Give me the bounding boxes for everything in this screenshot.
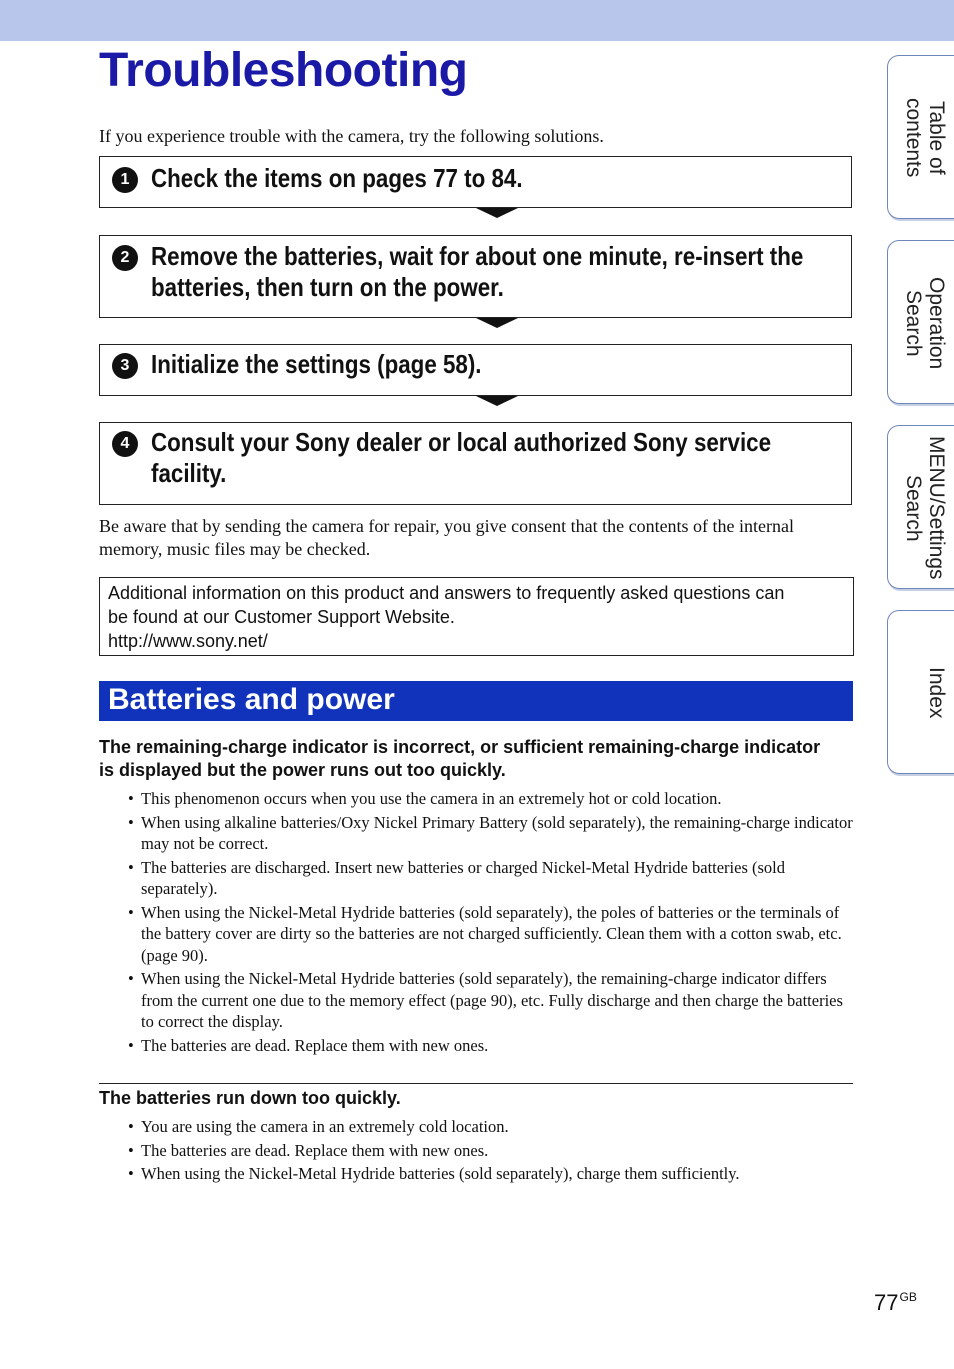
- issue-1-solutions-list: [128, 788, 853, 1058]
- repair-consent-note: Be aware that by sending the camera for repair, you give consent that the contents of the internal memory, music files may be checked.: [99, 516, 795, 559]
- support-info-box: [99, 577, 854, 656]
- tab-index[interactable]: [887, 610, 954, 774]
- intro-text: If you experience trouble with the camera, try the following solutions.: [99, 126, 604, 146]
- tab-table-of-contents[interactable]: [887, 55, 954, 219]
- step-3-box: [99, 344, 852, 396]
- list-item: • This phenomenon occurs when you use the camera in an extremely hot or cold location.: [128, 788, 853, 810]
- tab-label: Table of contents: [902, 98, 948, 178]
- page-number-suffix: GB: [899, 1290, 917, 1304]
- top-band: [0, 0, 954, 41]
- tab-label: Index: [925, 667, 948, 719]
- step-number-4-icon: 4: [112, 431, 138, 457]
- step-number-2-icon: 2: [112, 245, 138, 271]
- tab-menu-settings-search[interactable]: [887, 425, 954, 589]
- step-arrow-down-icon: [476, 396, 518, 406]
- step-3-text: Initialize the settings (page 58).: [151, 349, 482, 379]
- section-divider: [99, 1083, 853, 1084]
- step-arrow-down-icon: [476, 208, 518, 218]
- list-item: • The batteries are dead. Replace them with new ones.: [128, 1140, 853, 1162]
- page-title: Troubleshooting: [99, 44, 468, 97]
- support-website-link[interactable]: http://www.sony.net/: [108, 631, 268, 651]
- page-number: $77^{GB}$: [874, 1290, 917, 1315]
- list-item: • When using alkaline batteries/Oxy Nickel Primary Battery (sold separately), the remaining-charge indicator may not be correct.: [128, 812, 853, 855]
- list-item: • The batteries are dead. Replace them with new ones.: [128, 1035, 853, 1057]
- tab-label: Operation Search: [902, 276, 948, 370]
- step-4-box: [99, 422, 852, 505]
- section-heading-batteries-and-power: Batteries and power: [99, 681, 853, 721]
- issue-2-solutions-list: [128, 1116, 853, 1187]
- support-info-line-2: be found at our Customer Support Website.: [108, 607, 455, 627]
- step-1-box: [99, 156, 852, 208]
- tab-label: MENU/Settings Search: [902, 436, 948, 580]
- list-item: • When using the Nickel-Metal Hydride batteries (sold separately), the poles of batteries or the terminals of the battery cover are dirty so the batteries are not charged sufficiently. Clean them with a cotton swab, etc. (page 90).: [128, 902, 853, 967]
- list-item: • When using the Nickel-Metal Hydride batteries (sold separately), the remaining-charge indicator differs from the current one due to the memory effect (page 90), etc. Fully discharge and then charge the batteries to correct the display.: [128, 968, 853, 1033]
- list-item: • The batteries are discharged. Insert new batteries or charged Nickel-Metal Hydride batteries (sold separately).: [128, 857, 853, 900]
- issue-heading: The batteries run down too quickly.: [99, 1088, 401, 1108]
- step-arrow-down-icon: [476, 318, 518, 328]
- step-1-text: Check the items on pages 77 to 84.: [151, 163, 523, 193]
- step-4-text: Consult your Sony dealer or local authorized Sony service facility.: [151, 427, 772, 488]
- step-number-1-icon: 1: [112, 167, 138, 193]
- list-item: • You are using the camera in an extremely cold location.: [128, 1116, 853, 1138]
- step-2-box: [99, 235, 852, 318]
- support-info-line-1: Additional information on this product and answers to frequently asked questions can: [108, 583, 785, 603]
- issue-heading: The remaining-charge indicator is incorrect, or sufficient remaining-charge indicator is displayed but the power runs out too quickly.: [99, 737, 821, 780]
- step-number-3-icon: 3: [112, 353, 138, 379]
- step-2-text: Remove the batteries, wait for about one minute, re-insert the batteries, then turn on the power.: [151, 241, 804, 302]
- list-item: • When using the Nickel-Metal Hydride batteries (sold separately), charge them sufficiently.: [128, 1163, 853, 1185]
- tab-operation-search[interactable]: [887, 240, 954, 404]
